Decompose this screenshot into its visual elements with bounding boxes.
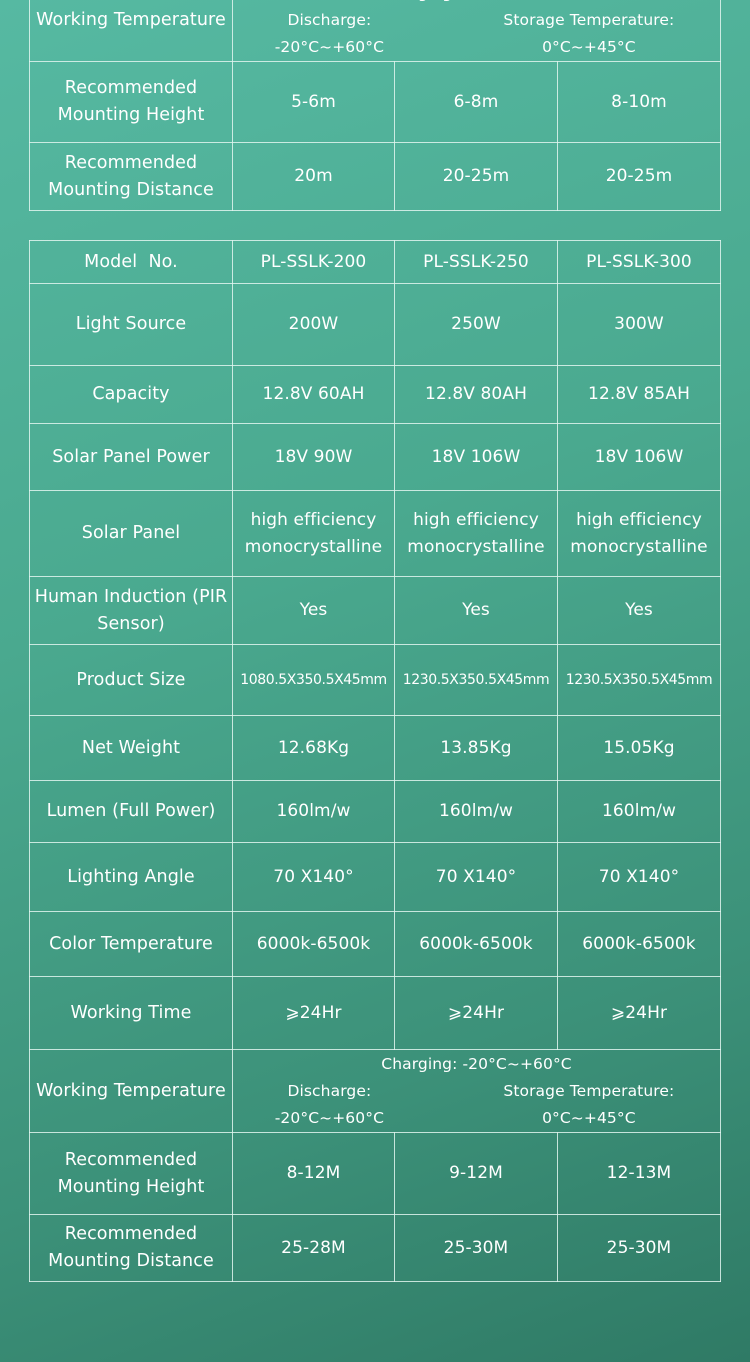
row-label: Human Induction (PIR Sensor) [30, 577, 233, 645]
table-cell: ⩾24Hr [558, 977, 721, 1050]
table-cell: 12.8V 60AH [233, 366, 395, 424]
row-label: Model No. [30, 241, 233, 284]
table-cell: 18V 106W [395, 424, 558, 491]
row-label: Recommended Mounting Height [30, 1133, 233, 1215]
table-cell: Yes [233, 577, 395, 645]
table-cell: 20-25m [395, 143, 558, 211]
table-cell: PL-SSLK-300 [558, 241, 721, 284]
table-cell: PL-SSLK-200 [233, 241, 395, 284]
table-cell: Yes [395, 577, 558, 645]
row-label: Working Time [30, 977, 233, 1050]
table-cell: 5-6m [233, 62, 395, 143]
table-row-working-temperature [30, 1050, 721, 1133]
row-label: Recommended Mounting Distance [30, 143, 233, 211]
table-cell: 160lm/w [233, 781, 395, 843]
table-cell: 8-12M [233, 1133, 395, 1215]
table-row-mounting-distance [30, 143, 721, 211]
table-cell: 25-28M [233, 1215, 395, 1282]
table-row-model [30, 241, 721, 284]
table-cell: PL-SSLK-250 [395, 241, 558, 284]
table-cell: 13.85Kg [395, 716, 558, 781]
table-cell: 6-8m [395, 62, 558, 143]
table-row-mounting-height [30, 62, 721, 143]
table-cell: 160lm/w [558, 781, 721, 843]
temperature-cell [233, 1050, 721, 1133]
row-label: Lumen (Full Power) [30, 781, 233, 843]
table-row-product-size [30, 645, 721, 716]
table-cell: 12.8V 85AH [558, 366, 721, 424]
table-row-net-weight [30, 716, 721, 781]
spec-table-previous [29, 0, 721, 211]
row-label: Working Temperature [30, 1050, 233, 1133]
table-cell: 70 X140° [558, 843, 721, 912]
table-cell: ⩾24Hr [395, 977, 558, 1050]
table-cell: 20-25m [558, 143, 721, 211]
table-cell: 6000k-6500k [395, 912, 558, 977]
discharge-range: Discharge: -20°C~+60°C [274, 1081, 384, 1127]
row-label: Lighting Angle [30, 843, 233, 912]
row-label: Net Weight [30, 716, 233, 781]
table-cell: Yes [558, 577, 721, 645]
table-row-color-temperature [30, 912, 721, 977]
table-cell: 12-13M [558, 1133, 721, 1215]
table-cell: 20m [233, 143, 395, 211]
table-cell: 8-10m [558, 62, 721, 143]
storage-range: Storage Temperature: 0°C~+45°C [503, 10, 675, 56]
discharge-range: Discharge: -20°C~+60°C [274, 10, 384, 56]
table-cell: 1230.5X350.5X45mm [395, 645, 558, 716]
table-row-mounting-distance [30, 1215, 721, 1282]
table-row-solar-panel [30, 491, 721, 577]
table-cell: high efficiency monocrystalline [395, 491, 558, 577]
table-cell: 200W [233, 284, 395, 366]
table-cell: 18V 106W [558, 424, 721, 491]
row-label: Light Source [30, 284, 233, 366]
table-cell: high efficiency monocrystalline [233, 491, 395, 577]
table-cell: 12.8V 80AH [395, 366, 558, 424]
storage-range: Storage Temperature: 0°C~+45°C [503, 1081, 675, 1127]
spec-table [29, 240, 721, 1282]
table-row-mounting-height [30, 1133, 721, 1215]
table-cell: 250W [395, 284, 558, 366]
table-row-human-induction [30, 577, 721, 645]
table-row-light-source [30, 284, 721, 366]
charging-range: Charging: -20°C~+60°C [381, 1054, 572, 1073]
row-label: Product Size [30, 645, 233, 716]
row-label: Color Temperature [30, 912, 233, 977]
row-label: Recommended Mounting Height [30, 62, 233, 143]
table-cell: 18V 90W [233, 424, 395, 491]
table-cell: 6000k-6500k [558, 912, 721, 977]
table-cell: 9-12M [395, 1133, 558, 1215]
table-cell: 160lm/w [395, 781, 558, 843]
table-row-solar-panel-power [30, 424, 721, 491]
row-label: Capacity [30, 366, 233, 424]
row-label: Solar Panel Power [30, 424, 233, 491]
table-cell: 15.05Kg [558, 716, 721, 781]
table-cell: 25-30M [395, 1215, 558, 1282]
table-cell: 70 X140° [233, 843, 395, 912]
table-cell: 1080.5X350.5X45mm [233, 645, 395, 716]
row-label: Solar Panel [30, 491, 233, 577]
table-row-lumen [30, 781, 721, 843]
row-label: Working Temperature [30, 0, 233, 62]
table-cell: 6000k-6500k [233, 912, 395, 977]
table-cell: 70 X140° [395, 843, 558, 912]
table-row-working-time [30, 977, 721, 1050]
row-label: Recommended Mounting Distance [30, 1215, 233, 1282]
table-cell: high efficiency monocrystalline [558, 491, 721, 577]
table-cell: 300W [558, 284, 721, 366]
table-cell: 25-30M [558, 1215, 721, 1282]
table-row-lighting-angle [30, 843, 721, 912]
temperature-cell [233, 0, 721, 62]
table-cell: 1230.5X350.5X45mm [558, 645, 721, 716]
table-cell: ⩾24Hr [233, 977, 395, 1050]
table-cell: 12.68Kg [233, 716, 395, 781]
table-row-working-temperature [30, 0, 721, 62]
table-row-capacity [30, 366, 721, 424]
